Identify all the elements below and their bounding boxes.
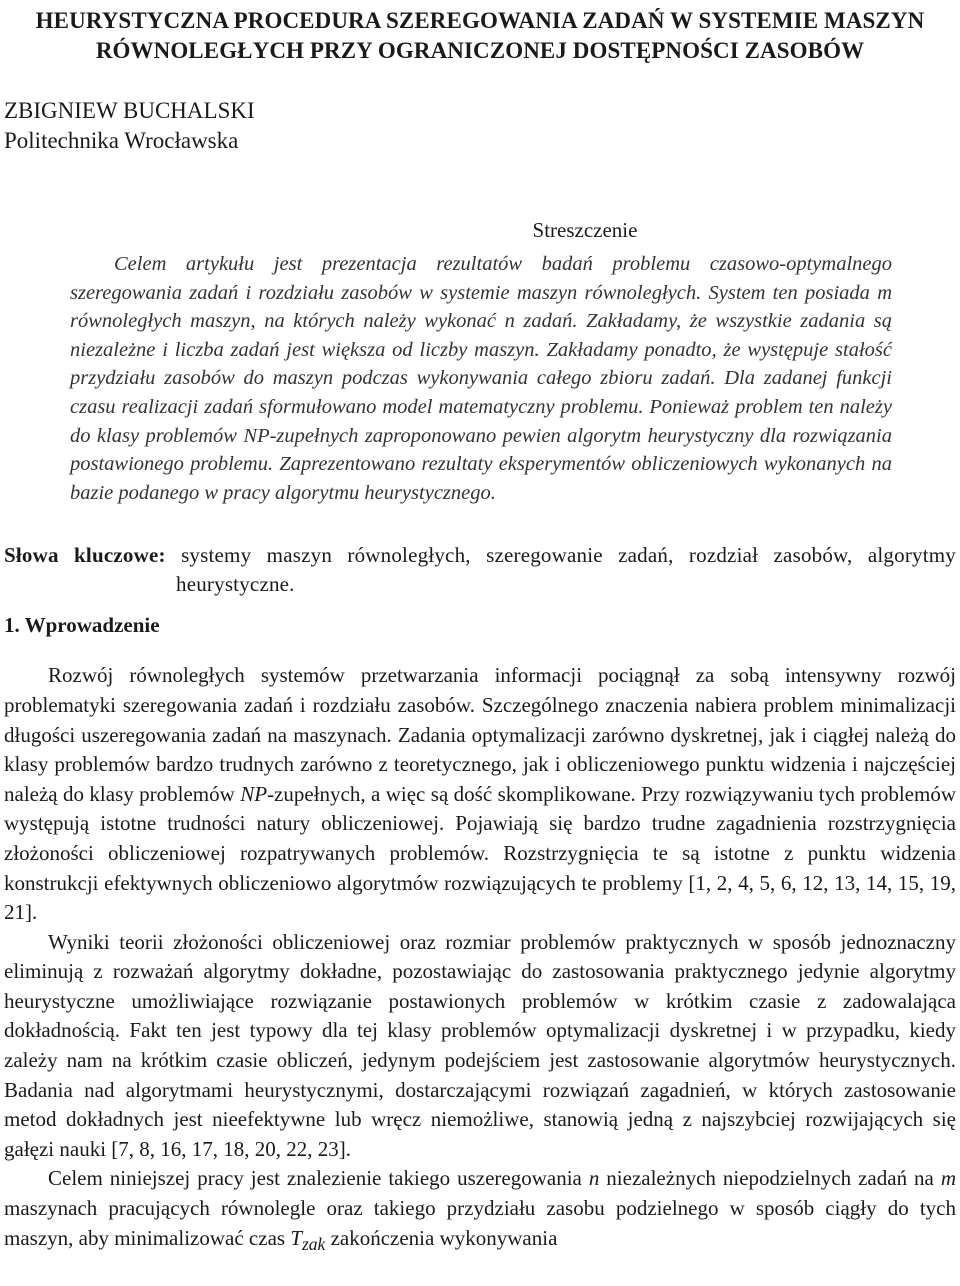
keywords-text: systemy maszyn równoległych, szeregowanie zadań, rozdział zasobów, algorytmy heurystyczne. [176, 543, 956, 597]
paragraph-3 [4, 1164, 956, 1259]
author-name: ZBIGNIEW BUCHALSKI [4, 98, 255, 123]
var-n: n [588, 1166, 600, 1191]
paragraph-1 [4, 661, 956, 927]
paragraph-3-part-d: zakończenia wykonywania [325, 1225, 558, 1250]
paragraph-3-part-c: maszynach pracujących równolegle oraz takiego przydziału zasobu podzielnego w sposób ciągły do tych maszyn, aby minimalizować czas [4, 1196, 956, 1250]
keywords-label: Słowa kluczowe: [4, 543, 166, 568]
paragraph-3-part-b: niezależnych niepodzielnych zadań na [599, 1166, 941, 1191]
var-t-subscript [302, 1234, 325, 1254]
var-m: m [940, 1166, 956, 1191]
author-affiliation: Politechnika Wrocławska [4, 128, 239, 153]
paragraph-3-part-a: Celem niniejszej pracy jest znalezienie takiego uszeregowania [48, 1166, 589, 1191]
paragraph-1-part-b: -zupełnych, a więc są dość skomplikowane. Przy rozwiązywaniu tych problemów występują istotne trudności natury obliczeniowej. Pojawiają się bardzo trudne zagadnienia rozstrzygnięcia złożoności obliczeniowej rozpatrywanych problemów. Rozstrzygnięcia te są istotne z punktu widzenia konstrukcji efektywnych obliczeniowo algorytmów rozwiązujących te problemy [1, 2, 4, 5, 6, 12, 13, 14, 15, 19, 21]. [4, 781, 957, 925]
paragraph-2: Wyniki teorii złożoności obliczeniowej oraz rozmiar problemów praktycznych w sposób jednoznaczny eliminują z rozważań algorytmy dokładne, pozostawiając do zastosowania praktycznego jedynie algorytmy heurystyczne umożliwiające rozwiązanie postawionych problemów w krótkim czasie z zadowalająca dokładnością. Fakt ten jest typowy dla tej klasy problemów optymalizacji dyskretnej i w przypadku, kiedy zależy nam na krótkim czasie obliczeń, jedynym podejściem jest zastosowanie algorytmów heurystycznych. Badania nad algorytmami heurystycznymi, dostarczającymi rozwiązań zagadnień, w których zastosowanie metod dokładnych jest nieefektywne lub wręcz niemożliwe, stanowią jedną z najszybciej rozwijających się gałęzi nauki [7, 8, 16, 17, 18, 20, 22, 23]. [4, 929, 956, 1161]
section-heading: 1. Wprowadzenie [4, 613, 160, 638]
title-line-1: HEURYSTYCZNA PROCEDURA SZEREGOWANIA ZADAŃ W SYSTEMIE MASZYN [35, 8, 925, 33]
var-t-subscript-text: zak [302, 1233, 326, 1254]
abstract-heading: Streszczenie [532, 218, 638, 242]
var-t: T [290, 1225, 302, 1250]
keywords [4, 541, 956, 599]
title-line-2: RÓWNOLEGŁYCH PRZY OGRANICZONEJ DOSTĘPNOŚCI ZASOBÓW [95, 38, 865, 63]
paragraph-1-part-a: Rozwój równoległych systemów przetwarzania informacji pociągnął za sobą intensywny rozwój problematyki szeregowania zadań i rozdziału zasobów. Szczególnego znaczenia nabiera problem minimalizacji długości uszeregowania zadań na maszynach. Zadania optymalizacji zarówno dyskretnej, jak i ciągłej należą do klasy problemów bardzo trudnych zarówno z teoretycznego, jak i obliczeniowego punktu widzenia i najczęściej należą do klasy problemów [4, 663, 956, 806]
abstract-text: Celem artykułu jest prezentacja rezultatów badań problemu czasowo-optymalnego szeregowania zadań i rozdziału zasobów w systemie maszyn równoległych. System ten posiada m równoległych maszyn, na których należy wykonać n zadań. Zakładamy, że wszystkie zadania są niezależne i liczba zadań jest większa od liczby maszyn. Zakładamy ponadto, że występuje stałość przydziału zasobów do maszyn podczas wykonywania całego zbioru zadań. Dla zadanej funkcji czasu realizacji zadań sformułowano model matematyczny problemu. Ponieważ problem ten należy do klasy problemów NP-zupełnych zaproponowano pewien algorytm heurystyczny dla rozwiązania postawionego problemu. Zaprezentowano rezultaty eksperymentów obliczeniowych wykonanych na bazie podanego w pracy algorytmu heurystycznego. [70, 253, 892, 504]
np-term: NP [240, 781, 268, 806]
paper-page [0, 6, 960, 1286]
paper-title [4, 6, 956, 66]
